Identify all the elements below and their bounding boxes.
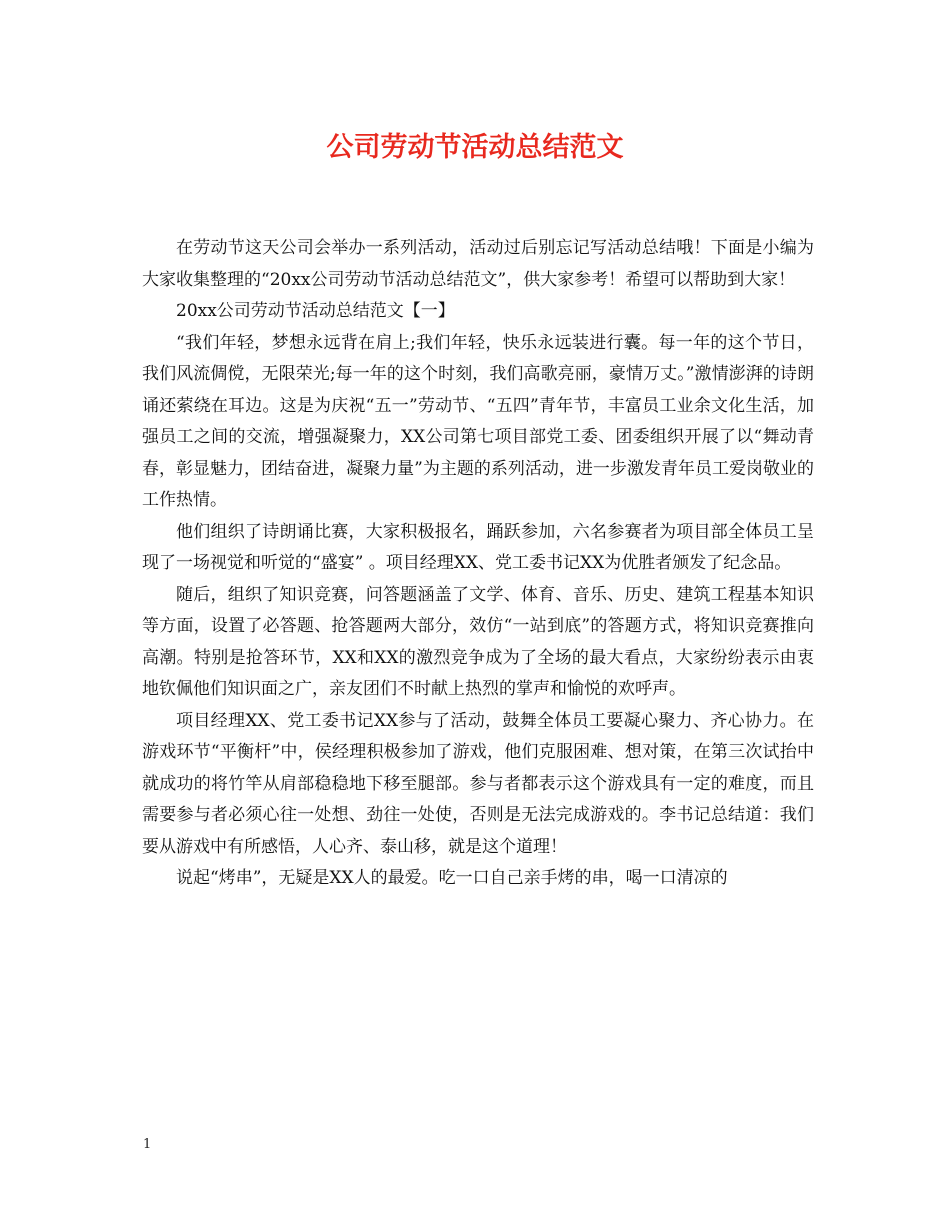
paragraph-poem: “我们年轻，梦想永远背在肩上;我们年轻，快乐永远装进行囊。每一年的这个节日，我们风流倜傥，无限荣光;每一年的这个时刻，我们高歌亮丽，豪情万丈。”激情澎湃的诗朗诵还萦绕在耳边。这是为庆祝“五一”劳动节、“五四”青年节，丰富员工业余文化生活，加强员工之间的交流，增强凝聚力，XX公司第七项目部党工委、团委组织开展了以“舞动青春，彰显魅力，团结奋进，凝聚力量”为主题的系列活动，进一步激发青年员工爱岗敬业的工作热情。: [142, 332, 814, 510]
page-number: 1: [143, 1137, 152, 1152]
paragraph-game: 项目经理XX、党工委书记XX参与了活动，鼓舞全体员工要凝心聚力、齐心协力。在游戏环节“平衡杆”中，侯经理积极参加了游戏，他们克服困难、想对策，在第三次试抬中就成功的将竹竿从肩部稳稳地下移至腿部。参与者都表示这个游戏具有一定的难度，而且需要参与者必须心往一处想、劲往一处使，否则是无法完成游戏的。李书记总结道：我们要从游戏中有所感悟，人心齐、泰山移，就是这个道理！: [142, 710, 814, 857]
page-title: 公司劳动节活动总结范文: [326, 132, 624, 163]
paragraph-quiz: 随后，组织了知识竞赛，问答题涵盖了文学、体育、音乐、历史、建筑工程基本知识等方面，设置了必答题、抢答题两大部分，效仿“一站到底”的答题方式，将知识竞赛推向高潮。特别是抢答环节，XX和XX的激烈竞争成为了全场的最大看点，大家纷纷表示由衷地钦佩他们知识面之广，亲友团们不时献上热烈的掌声和愉悦的欢呼声。: [142, 584, 814, 699]
section-heading: 20xx公司劳动节活动总结范文【一】: [176, 301, 455, 321]
paragraph-barbecue: 说起“烤串”，无疑是XX人的最爱。吃一口自己亲手烤的串，喝一口清凉的: [176, 868, 728, 888]
paragraph-recitation: 他们组织了诗朗诵比赛，大家积极报名，踊跃参加，六名参赛者为项目部全体员工呈现了一场视觉和听觉的“盛宴” 。项目经理XX、党工委书记XX为优胜者颁发了纪念品。: [142, 521, 814, 573]
paragraph-intro: 在劳动节这天公司会举办一系列活动，活动过后别忘记写活动总结哦！下面是小编为大家收集整理的“20xx公司劳动节活动总结范文”，供大家参考！希望可以帮助到大家！: [142, 238, 814, 290]
document-body: [142, 233, 814, 895]
